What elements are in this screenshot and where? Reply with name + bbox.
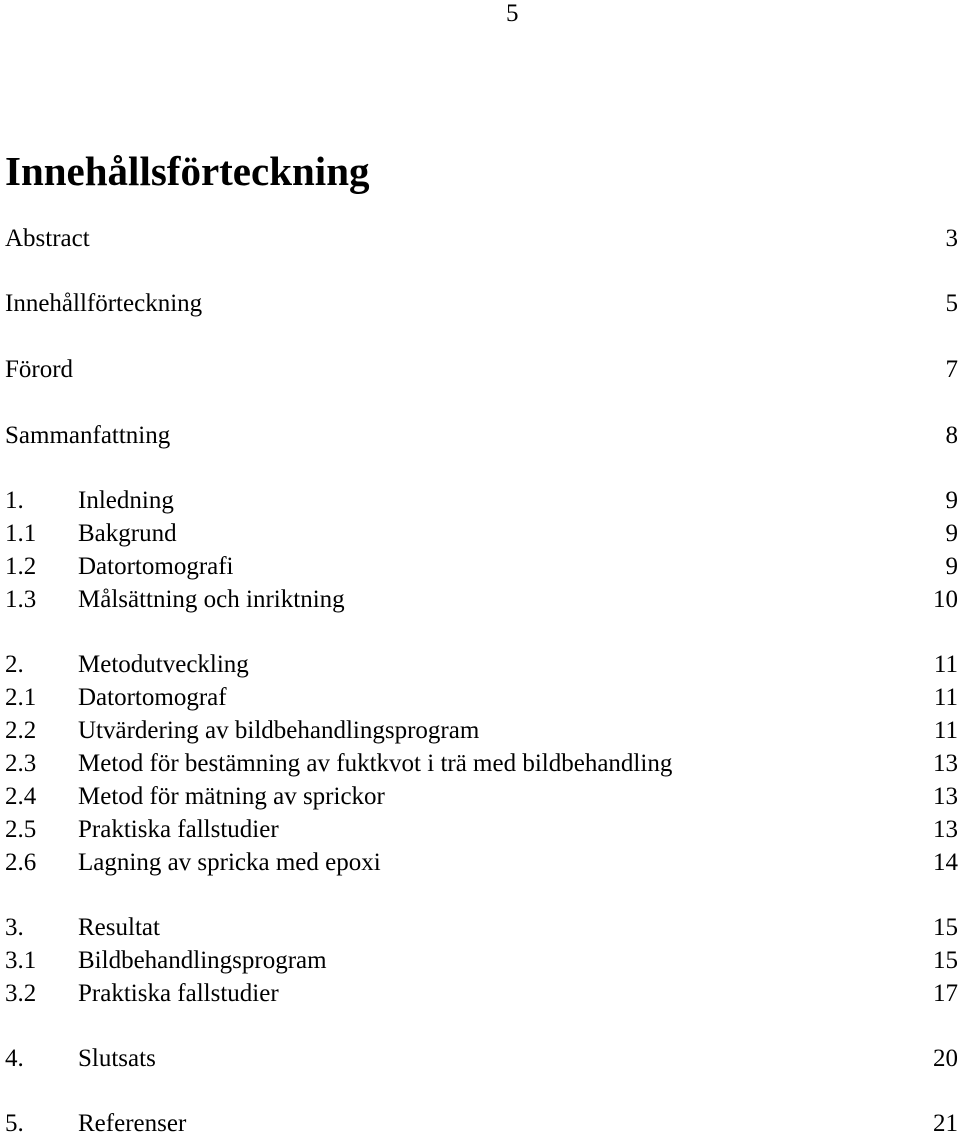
toc-entry-page: 17 [933, 980, 958, 1007]
toc-entry-number: 2.1 [5, 684, 37, 711]
toc-entry [5, 223, 958, 255]
toc-entry-number: 3.2 [5, 980, 37, 1007]
toc-entry [5, 485, 958, 517]
toc-entry-page: 15 [933, 914, 958, 941]
toc-entry-number: 2.6 [5, 849, 37, 876]
toc-entry [5, 649, 958, 681]
toc-entry [5, 682, 958, 714]
toc-entry-number: 1.2 [5, 553, 37, 580]
toc-entry-page: 11 [933, 651, 958, 678]
toc-entry-page: 20 [933, 1045, 958, 1072]
toc-entry [5, 781, 958, 813]
toc-entry-page: 13 [933, 750, 958, 777]
toc-entry-page: 10 [933, 586, 958, 613]
toc-entry-page: 9 [945, 553, 958, 580]
toc-entry-label: Utvärdering av bildbehandlingsprogram [78, 717, 480, 744]
toc-entry-number: 4. [5, 1045, 24, 1072]
toc-entry-label: Målsättning och inriktning [78, 586, 345, 613]
toc-entry-label: Metodutveckling [78, 651, 249, 678]
toc-entry-page: 14 [933, 849, 958, 876]
toc-entry-page: 13 [933, 783, 958, 810]
toc-entry-page: 7 [945, 356, 958, 383]
toc-entry-number: 5. [5, 1110, 24, 1137]
toc-entry [5, 584, 958, 616]
toc-entry [5, 715, 958, 747]
toc-entry [5, 847, 958, 879]
toc-entry-label: Metod för bestämning av fuktkvot i trä med bildbehandling [78, 750, 673, 777]
toc-entry-page: 11 [933, 717, 958, 744]
toc-entry-number: 2.4 [5, 783, 37, 810]
toc-entry-label: Förord [5, 356, 74, 383]
toc-entry-label: Praktiska fallstudier [78, 816, 279, 843]
toc-entry-label: Abstract [5, 225, 90, 252]
toc-entry-label: Lagning av spricka med epoxi [78, 849, 381, 876]
toc-entry-page: 15 [933, 947, 958, 974]
toc-entry-page: 9 [945, 487, 958, 514]
toc-entry-label: Metod för mätning av sprickor [78, 783, 385, 810]
toc-entry-label: Inledning [78, 487, 174, 514]
toc-entry-page: 3 [945, 225, 958, 252]
toc-entry-number: 1.3 [5, 586, 37, 613]
toc-entry-page: 11 [933, 684, 958, 711]
toc-entry [5, 748, 958, 780]
toc-title: Innehållsförteckning [5, 148, 370, 194]
toc-entry [5, 912, 958, 944]
toc-entry-number: 3.1 [5, 947, 37, 974]
toc-entry-page: 21 [933, 1110, 958, 1137]
page-number: 5 [506, 0, 519, 27]
toc-entry-label: Datortomograf [78, 684, 227, 711]
toc-entry-number: 2.5 [5, 816, 37, 843]
toc-entry-number: 2. [5, 651, 24, 678]
toc-entry [5, 420, 958, 452]
toc-entry [5, 978, 958, 1010]
toc-entry-number: 1.1 [5, 520, 37, 547]
toc-entry-page: 5 [945, 290, 958, 317]
toc-entry-label: Slutsats [78, 1045, 156, 1072]
toc-entry-number: 1. [5, 487, 24, 514]
toc-entry [5, 354, 958, 386]
toc-entry-label: Bildbehandlingsprogram [78, 947, 327, 974]
toc-entry [5, 518, 958, 550]
toc-entry-label: Sammanfattning [5, 422, 171, 449]
toc-entry-label: Bakgrund [78, 520, 177, 547]
toc-entry-page: 9 [945, 520, 958, 547]
toc-entry-label: Referenser [78, 1110, 187, 1137]
toc-entry-label: Resultat [78, 914, 160, 941]
toc-entry [5, 945, 958, 977]
toc-entry [5, 814, 958, 846]
toc-entry [5, 1043, 958, 1075]
toc-entry-number: 3. [5, 914, 24, 941]
toc-entry-label: Praktiska fallstudier [78, 980, 279, 1007]
toc-entry-label: Datortomografi [78, 553, 234, 580]
toc-entry-number: 2.3 [5, 750, 37, 777]
toc-entry-label: Innehållförteckning [5, 290, 203, 317]
toc-entry [5, 288, 958, 320]
toc-entry [5, 1108, 958, 1140]
toc-entry-page: 8 [945, 422, 958, 449]
toc-entry [5, 551, 958, 583]
toc-entry-number: 2.2 [5, 717, 37, 744]
toc-entry-page: 13 [933, 816, 958, 843]
